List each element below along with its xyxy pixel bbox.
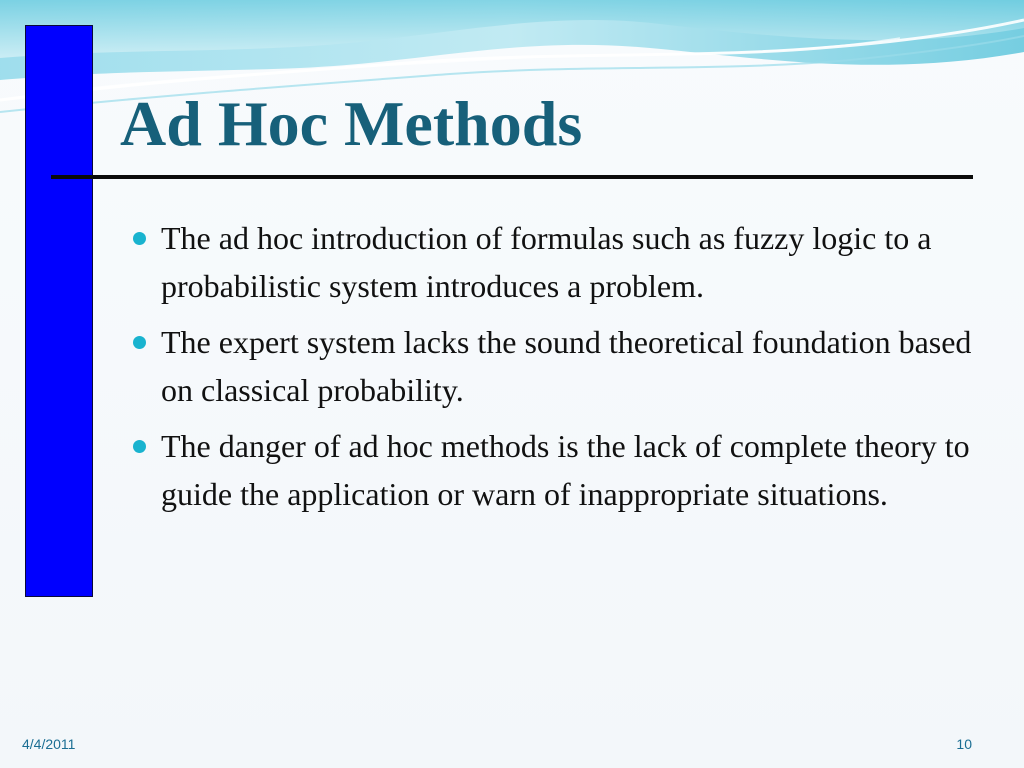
- bullet-icon: [133, 440, 146, 453]
- bullet-text: The danger of ad hoc methods is the lack of complete theory to guide the application or warn of inappropriate situations.: [161, 428, 970, 512]
- bullet-list: [132, 214, 972, 526]
- bullet-text: The expert system lacks the sound theoretical foundation based on classical probability.: [161, 324, 972, 408]
- bullet-icon: [133, 232, 146, 245]
- accent-bar: [25, 25, 93, 597]
- bullet-item: [132, 318, 972, 414]
- page-number: 10: [956, 736, 972, 752]
- bullet-text: The ad hoc introduction of formulas such as fuzzy logic to a probabilistic system introduces a problem.: [161, 220, 932, 304]
- bullet-item: [132, 214, 972, 310]
- bullet-item: [132, 422, 972, 518]
- footer-date: 4/4/2011: [22, 736, 76, 752]
- slide-title: Ad Hoc Methods: [120, 88, 583, 159]
- title-divider: [51, 175, 973, 179]
- bullet-icon: [133, 336, 146, 349]
